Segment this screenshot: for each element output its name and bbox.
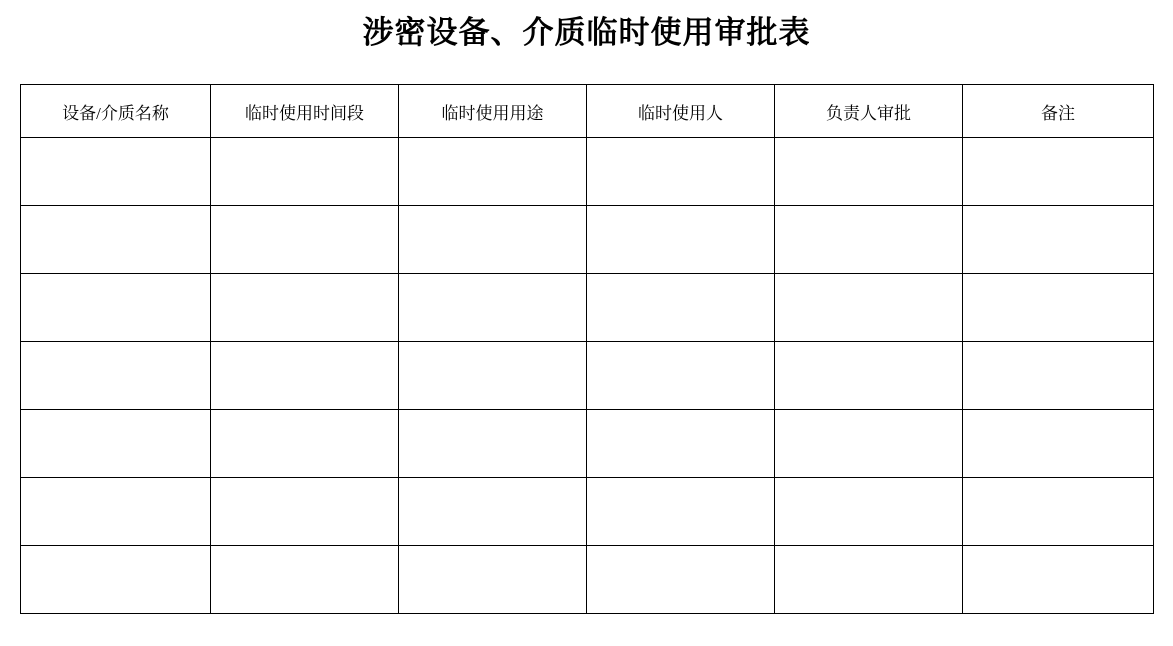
table-row xyxy=(21,546,1154,614)
cell-user[interactable] xyxy=(587,546,775,614)
column-header-remarks: 备注 xyxy=(963,85,1154,138)
cell-remarks[interactable] xyxy=(963,274,1154,342)
cell-remarks[interactable] xyxy=(963,410,1154,478)
cell-time-period[interactable] xyxy=(211,410,399,478)
cell-device-name[interactable] xyxy=(21,138,211,206)
cell-remarks[interactable] xyxy=(963,206,1154,274)
column-header-purpose: 临时使用用途 xyxy=(399,85,587,138)
cell-remarks[interactable] xyxy=(963,138,1154,206)
table-row xyxy=(21,410,1154,478)
column-header-device-name: 设备/介质名称 xyxy=(21,85,211,138)
cell-user[interactable] xyxy=(587,342,775,410)
column-header-user: 临时使用人 xyxy=(587,85,775,138)
cell-purpose[interactable] xyxy=(399,342,587,410)
cell-device-name[interactable] xyxy=(21,342,211,410)
cell-purpose[interactable] xyxy=(399,478,587,546)
cell-device-name[interactable] xyxy=(21,410,211,478)
cell-device-name[interactable] xyxy=(21,478,211,546)
cell-device-name[interactable] xyxy=(21,274,211,342)
table-row xyxy=(21,138,1154,206)
cell-remarks[interactable] xyxy=(963,478,1154,546)
cell-remarks[interactable] xyxy=(963,546,1154,614)
table-body xyxy=(21,138,1154,614)
column-header-time-period: 临时使用时间段 xyxy=(211,85,399,138)
approval-table-container xyxy=(20,84,1153,614)
cell-approver[interactable] xyxy=(775,410,963,478)
approval-table xyxy=(20,84,1154,614)
cell-user[interactable] xyxy=(587,410,775,478)
cell-user[interactable] xyxy=(587,274,775,342)
table-row xyxy=(21,342,1154,410)
page-title: 涉密设备、介质临时使用审批表 xyxy=(362,15,811,50)
cell-time-period[interactable] xyxy=(211,206,399,274)
cell-time-period[interactable] xyxy=(211,138,399,206)
document-page xyxy=(0,16,1173,646)
cell-approver[interactable] xyxy=(775,478,963,546)
cell-time-period[interactable] xyxy=(211,342,399,410)
cell-approver[interactable] xyxy=(775,342,963,410)
cell-user[interactable] xyxy=(587,206,775,274)
cell-purpose[interactable] xyxy=(399,206,587,274)
table-header-row xyxy=(21,85,1154,138)
table-header xyxy=(21,85,1154,138)
cell-purpose[interactable] xyxy=(399,410,587,478)
cell-approver[interactable] xyxy=(775,138,963,206)
cell-remarks[interactable] xyxy=(963,342,1154,410)
table-row xyxy=(21,478,1154,546)
cell-approver[interactable] xyxy=(775,206,963,274)
cell-purpose[interactable] xyxy=(399,546,587,614)
table-row xyxy=(21,274,1154,342)
cell-device-name[interactable] xyxy=(21,206,211,274)
table-row xyxy=(21,206,1154,274)
cell-time-period[interactable] xyxy=(211,478,399,546)
column-header-approver: 负责人审批 xyxy=(775,85,963,138)
cell-time-period[interactable] xyxy=(211,546,399,614)
cell-purpose[interactable] xyxy=(399,138,587,206)
cell-user[interactable] xyxy=(587,478,775,546)
cell-device-name[interactable] xyxy=(21,546,211,614)
cell-time-period[interactable] xyxy=(211,274,399,342)
cell-approver[interactable] xyxy=(775,274,963,342)
cell-approver[interactable] xyxy=(775,546,963,614)
cell-user[interactable] xyxy=(587,138,775,206)
cell-purpose[interactable] xyxy=(399,274,587,342)
